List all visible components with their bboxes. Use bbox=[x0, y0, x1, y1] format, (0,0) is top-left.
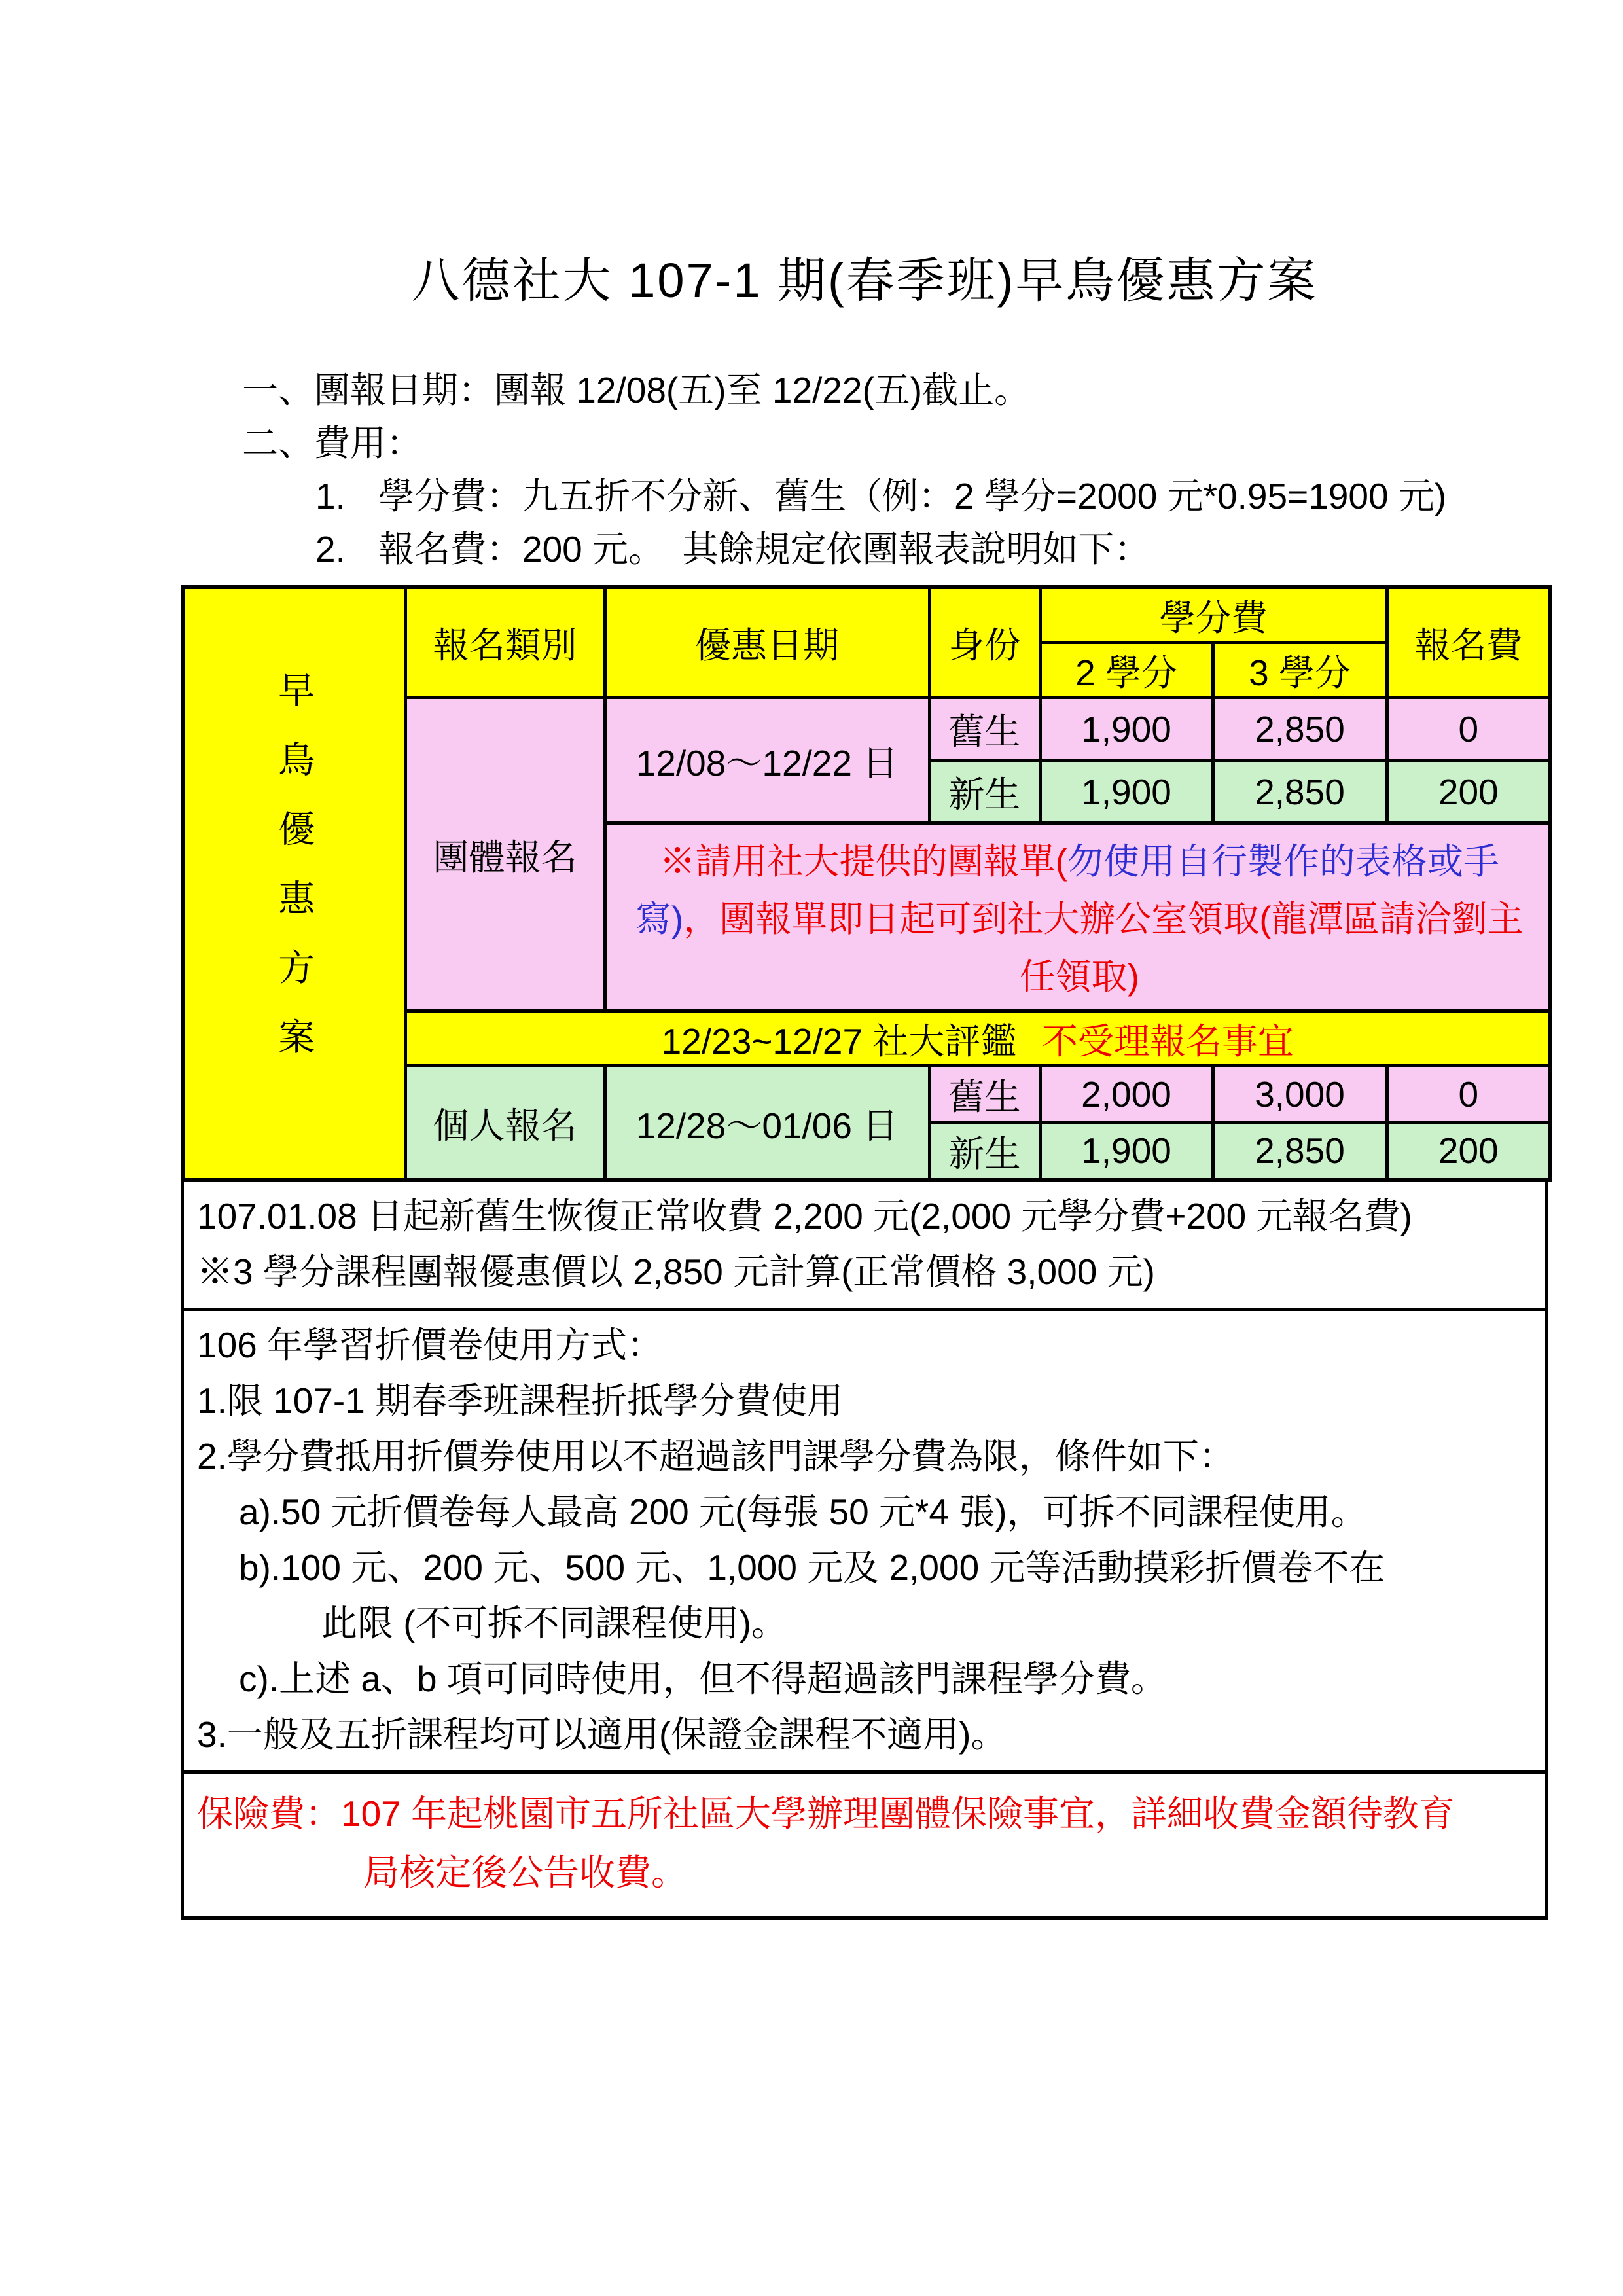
group-new-credit3: 2,850 bbox=[1213, 761, 1387, 823]
evaluation-dates-text: 12/23~12/27 社大評鑑 bbox=[661, 1021, 1017, 1062]
coupon-rule-3: 3.一般及五折課程均可以適用(保證金課程不適用)。 bbox=[197, 1713, 1007, 1755]
evaluation-notice-cell bbox=[405, 1011, 1550, 1066]
individual-old-identity: 舊生 bbox=[929, 1066, 1040, 1122]
header-reg-fee: 報名費 bbox=[1387, 587, 1550, 698]
fee-item-registration-number: 2. bbox=[315, 529, 346, 569]
fee-item-registration-text: 報名費：200 元。 其餘規定依團報表說明如下： bbox=[378, 529, 1150, 569]
group-new-credit2: 1,900 bbox=[1040, 761, 1213, 823]
group-note-cell bbox=[605, 823, 1550, 1011]
header-credit-fee: 學分費 bbox=[1040, 587, 1387, 643]
fee-item-registration bbox=[315, 523, 1548, 576]
header-date: 優惠日期 bbox=[605, 587, 929, 698]
intro-line-report-date: 一、團報日期：團報 12/08(五)至 12/22(五)截止。 bbox=[242, 370, 1031, 410]
individual-new-credit3: 2,850 bbox=[1213, 1122, 1387, 1180]
group-category-cell: 團體報名 bbox=[405, 698, 605, 1011]
coupon-rule-1: 1.限 107-1 期春季班課程折抵學分費使用 bbox=[197, 1380, 844, 1421]
individual-new-identity: 新生 bbox=[929, 1122, 1040, 1180]
intro-section bbox=[242, 364, 1548, 470]
document-content bbox=[181, 0, 1548, 1920]
header-category: 報名類別 bbox=[405, 587, 605, 698]
intro-line-fees: 二、費用： bbox=[242, 423, 423, 463]
side-header-vertical-text: 早鳥優惠方案 bbox=[274, 671, 315, 1088]
coupon-rules-heading: 106 年學習折價卷使用方式： bbox=[197, 1324, 664, 1365]
fee-item-credit bbox=[315, 470, 1548, 523]
header-credit-2: 2 學分 bbox=[1040, 643, 1213, 698]
header-credit-3: 3 學分 bbox=[1213, 643, 1387, 698]
note-blue-part: 勿使用自行製作的表格或手寫) bbox=[635, 841, 1499, 939]
evaluation-no-registration-text: 不受理報名事宜 bbox=[1041, 1021, 1294, 1062]
fee-item-credit-text: 學分費：九五折不分新、舊生（例：2 學分=2000 元*0.95=1900 元) bbox=[378, 476, 1447, 516]
fee-item-credit-number: 1. bbox=[315, 476, 346, 516]
individual-old-reg: 0 bbox=[1387, 1066, 1550, 1122]
insurance-line-1: 保險費：107 年起桃園市五所社區大學辦理團體保險事宜，詳細收費金額待教育 bbox=[197, 1793, 1455, 1834]
coupon-rules-box bbox=[181, 1308, 1548, 1774]
group-old-reg: 0 bbox=[1387, 698, 1550, 761]
note-red-part-1: ※請用社大提供的團報單( bbox=[659, 841, 1067, 882]
individual-date-cell: 12/28～01/06 日 bbox=[605, 1066, 929, 1180]
individual-new-reg: 200 bbox=[1387, 1122, 1550, 1180]
normal-fee-notice-box bbox=[181, 1179, 1548, 1311]
coupon-rule-2a: a).50 元折價卷每人最高 200 元(每張 50 元*4 張)，可拆不同課程使用。 bbox=[239, 1491, 1367, 1532]
header-identity: 身份 bbox=[929, 587, 1040, 698]
normal-fee-line: 107.01.08 日起新舊生恢復正常收費 2,200 元(2,000 元學分費+200 元報名費) bbox=[197, 1195, 1412, 1236]
individual-old-credit3: 3,000 bbox=[1213, 1066, 1387, 1122]
table-side-header-cell bbox=[183, 587, 405, 1180]
page-title: 八德社大 107-1 期(春季班)早鳥優惠方案 bbox=[411, 253, 1318, 308]
group-old-credit2: 1,900 bbox=[1040, 698, 1213, 761]
note-red-part-2: ，團報單即日起可到社大辦公室領取(龍潭區請洽劉主任領取) bbox=[683, 899, 1524, 997]
individual-category-cell: 個人報名 bbox=[405, 1066, 605, 1180]
coupon-rule-2b-line2: 此限 (不可拆不同課程使用)。 bbox=[321, 1602, 787, 1643]
individual-old-credit2: 2,000 bbox=[1040, 1066, 1213, 1122]
group-new-reg: 200 bbox=[1387, 761, 1550, 823]
coupon-rule-2c: c).上述 a、b 項可同時使用，但不得超過該門課程學分費。 bbox=[239, 1658, 1167, 1699]
insurance-line-2: 局核定後公告收費。 bbox=[363, 1852, 688, 1893]
group-new-identity: 新生 bbox=[929, 761, 1040, 823]
coupon-rule-2: 2.學分費抵用折價券使用以不超過該門課學分費為限，條件如下： bbox=[197, 1435, 1235, 1477]
coupon-rule-2b-line1: b).100 元、200 元、500 元、1,000 元及 2,000 元等活動摸彩折價卷不在 bbox=[239, 1547, 1385, 1588]
individual-new-credit2: 1,900 bbox=[1040, 1122, 1213, 1180]
group-date-cell: 12/08～12/22 日 bbox=[605, 698, 929, 823]
early-bird-fee-table bbox=[181, 585, 1552, 1182]
insurance-notice-box bbox=[181, 1770, 1548, 1920]
three-credit-price-line: ※3 學分課程團報優惠價以 2,850 元計算(正常價格 3,000 元) bbox=[197, 1251, 1155, 1292]
group-old-identity: 舊生 bbox=[929, 698, 1040, 761]
group-old-credit3: 2,850 bbox=[1213, 698, 1387, 761]
